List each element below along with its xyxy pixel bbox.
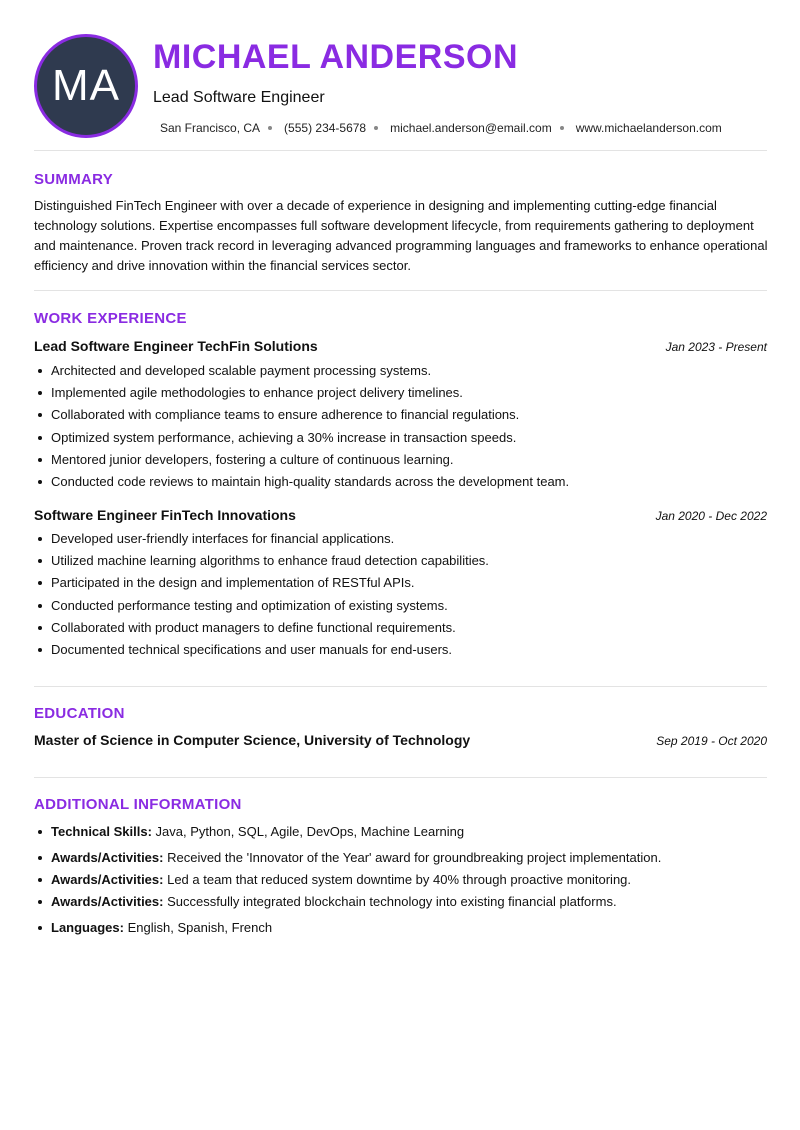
candidate-title: Lead Software Engineer [153,89,325,106]
list-item [34,822,661,842]
work-experience-heading: WORK EXPERIENCE [34,310,187,327]
job-title: Lead Software Engineer TechFin Solutions [34,338,318,354]
education-date: Sep 2019 - Oct 2020 [656,734,767,748]
education-heading: EDUCATION [34,705,125,722]
divider [34,777,767,778]
job-date: Jan 2023 - Present [665,340,767,354]
list-item: Mentored junior developers, fostering a culture of continuous learning. [34,449,569,471]
item-label: Awards/Activities: [51,872,164,887]
divider [34,290,767,291]
avatar [34,34,138,138]
divider [34,150,767,151]
item-label: Languages: [51,920,124,935]
list-item: Collaborated with product managers to define functional requirements. [34,617,489,639]
item-text: Led a team that reduced system downtime by 40% through proactive monitoring. [167,872,632,887]
job-title: Software Engineer FinTech Innovations [34,507,296,523]
list-item: Utilized machine learning algorithms to enhance fraud detection capabilities. [34,550,489,572]
item-text: Received the 'Innovator of the Year' award for groundbreaking project implementation. [167,850,662,865]
job-date: Jan 2020 - Dec 2022 [655,509,767,523]
list-item: Implemented agile methodologies to enhance project delivery timelines. [34,382,569,404]
contact-website: www.michaelanderson.com [575,121,722,135]
job-bullets [34,528,489,661]
contact-email: michael.anderson@email.com [390,121,552,135]
job-header [34,338,767,354]
job-header [34,507,767,523]
item-text: English, Spanish, French [127,920,273,935]
divider [34,686,767,687]
degree: Master of Science in Computer Science, University of Technology [34,732,471,748]
summary-text: Distinguished FinTech Engineer with over a decade of experience in designing and implementing cutting-edge financial technology solutions. Expertise encompasses full software development lifecycle, from requirements gathering to deployment and maintenance. Proven track record in leveraging advanced programming languages and frameworks to enhance operational efficiency and drive innovation within the financial services sector. [34,198,768,273]
list-item: Conducted performance testing and optimization of existing systems. [34,595,489,617]
list-item: Architected and developed scalable payment processing systems. [34,360,569,382]
additional-info-heading: ADDITIONAL INFORMATION [34,796,242,813]
contact-phone: (555) 234-5678 [284,121,367,135]
list-item: Collaborated with compliance teams to ensure adherence to financial regulations. [34,404,569,426]
education-entry [34,732,767,748]
item-label: Awards/Activities: [51,894,164,909]
separator-dot [374,126,378,130]
list-item: Documented technical specifications and user manuals for end-users. [34,639,489,661]
candidate-name: MICHAEL ANDERSON [153,38,519,76]
separator-dot [268,126,272,130]
item-text: Java, Python, SQL, Agile, DevOps, Machine Learning [155,824,465,839]
list-item [34,918,661,938]
job-bullets [34,360,569,493]
contact-location: San Francisco, CA [160,121,261,135]
item-label: Technical Skills: [51,824,152,839]
list-item [34,892,661,912]
list-item: Developed user-friendly interfaces for financial applications. [34,528,489,550]
avatar-initials: MA [52,61,120,110]
contact-info [160,121,722,135]
list-item: Optimized system performance, achieving a 30% increase in transaction speeds. [34,427,569,449]
item-label: Awards/Activities: [51,850,164,865]
list-item [34,848,661,868]
list-item: Participated in the design and implementation of RESTful APIs. [34,572,489,594]
list-item [34,870,661,890]
additional-info-list [34,822,661,938]
item-text: Successfully integrated blockchain technology into existing financial platforms. [167,894,617,909]
summary-heading: SUMMARY [34,171,114,188]
list-item: Conducted code reviews to maintain high-quality standards across the development team. [34,471,569,493]
separator-dot [560,126,564,130]
